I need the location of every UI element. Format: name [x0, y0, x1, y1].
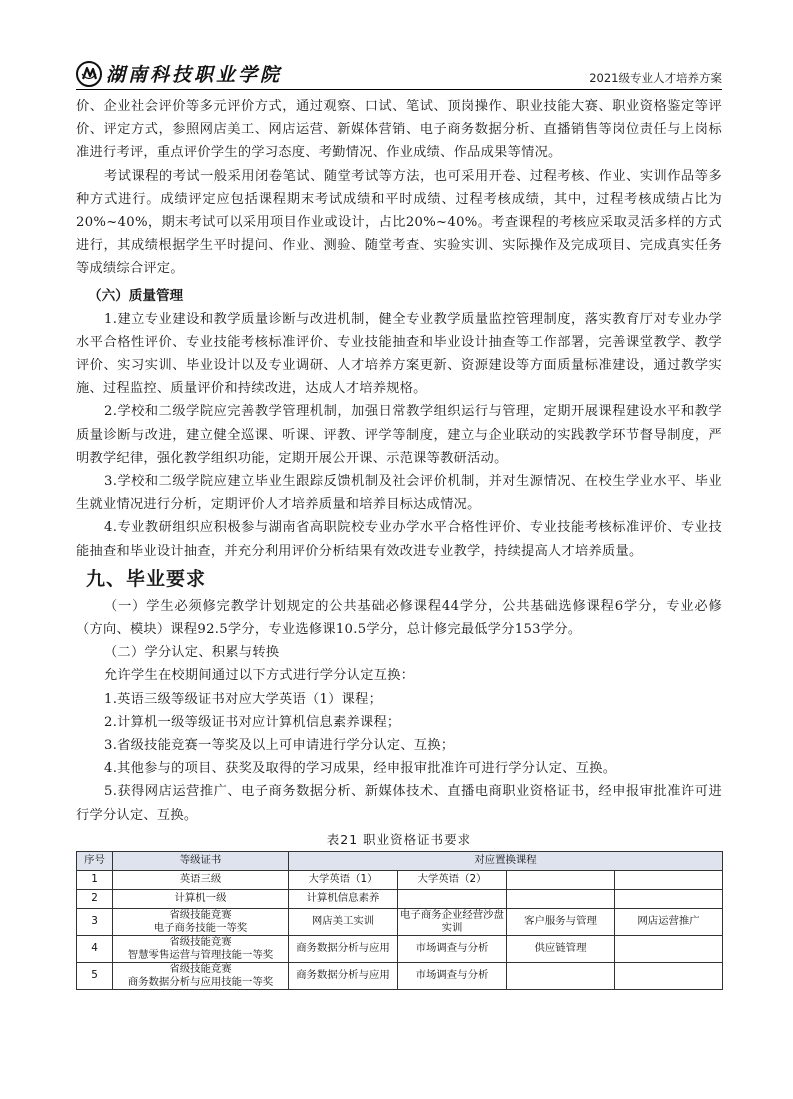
- table-cell: 客户服务与管理: [507, 908, 615, 935]
- school-emblem-icon: [76, 61, 102, 87]
- header-divider: [76, 89, 722, 90]
- list-item: 2.学校和二级学院应完善教学管理机制，加强日常教学组织运行与管理，定期开展课程建设水平和教学质量诊断与改进，建立健全巡课、听课、评教、评学等制度，建立与企业联动的实践教学环节督导制度，严明教学纪律，强化教学组织功能，定期开展公开课、示范课等教研活动。: [76, 404, 722, 466]
- list-item: 2.计算机一级等级证书对应计算机信息素养课程；: [104, 714, 401, 730]
- column-header: 等级证书: [113, 851, 289, 870]
- table-cell: [398, 889, 507, 908]
- table-cell: 供应链管理: [507, 935, 615, 962]
- column-header: 对应置换课程: [289, 851, 723, 870]
- table-cell: 商务数据分析与应用: [289, 962, 398, 989]
- column-header: 序号: [77, 851, 113, 870]
- section-heading-quality: （六）质量管理: [88, 287, 184, 304]
- paragraph: 考试课程的考试一般采用闭卷笔试、随堂考试等方法，也可采用开卷、过程考核、作业、实训作品等多种方式进行。成绩评定应包括课程期末考试成绩和平时成绩、过程考核成绩，其中，过程考核成绩占比为20%~40%，期末考试可以采用项目作业或设计，占比20%~40%。考查课程的考核应采取灵活多样的方式进行，其成绩根据学生平时提问、作业、测验、随堂考查、实验实训、实际操作及完成项目、完成真实任务等成绩综合评定。: [76, 168, 722, 277]
- table-cell: [507, 962, 615, 989]
- table-cell: [507, 889, 615, 908]
- table-cell: [507, 870, 615, 889]
- table-caption: 表21 职业资格证书要求: [326, 831, 472, 847]
- table-cell: 1: [77, 870, 113, 889]
- table-cell: 计算机一级: [113, 889, 289, 908]
- page-header: [76, 58, 722, 90]
- paragraph-credits: （一）学生必须修完教学计划规定的公共基础必修课程44学分，公共基础选修课程6学分，专业必修（方向、模块）课程92.5学分，专业选修课10.5学分，总计修完最低学分153学分。: [76, 598, 722, 638]
- list-item: 1.建立专业建设和教学质量诊断与改进机制，健全专业教学质量监控管理制度，落实教育厅对专业办学水平合格性评价、专业技能考核标准评价、专业技能抽查和毕业设计抽查等工作部署，完善课堂教学、教学评价、实习实训、毕业设计以及专业调研、人才培养方案更新、资源建设等方面质量标准建设，通过教学实施、过程监控、质量评价和持续改进，达成人才培养规格。: [76, 311, 722, 397]
- table-header-row: [77, 851, 723, 870]
- table-cell: [615, 935, 723, 962]
- table-cell: 4: [77, 935, 113, 962]
- paragraph: 价、企业社会评价等多元评价方式，通过观察、口试、笔试、顶岗操作、职业技能大赛、职业资格鉴定等评价、评定方式，参照网店美工、网店运营、新媒体营销、电子商务数据分析、直播销售等岗位责任与上岗标准进行考评，重点评价学生的学习态度、考勤情况、作业成绩、作品成果等情况。: [76, 99, 722, 161]
- school-logo: [76, 60, 282, 87]
- table-cell: 大学英语（1）: [289, 870, 398, 889]
- table-cell: 计算机信息素养: [289, 889, 398, 908]
- document-title: 2021级专业人才培养方案: [589, 71, 722, 85]
- subheading-credit-transfer: （二）学分认定、积累与转换: [104, 645, 280, 661]
- table-cell: [615, 962, 723, 989]
- table-row: [77, 908, 723, 935]
- table-cell: [615, 870, 723, 889]
- page-body: [76, 95, 722, 990]
- paragraph: 允许学生在校期间通过以下方式进行学分认定互换：: [104, 668, 415, 684]
- table-row: [77, 935, 723, 962]
- list-item: 3.学校和二级学院应建立毕业生跟踪反馈机制及社会评价机制，并对生源情况、在校生学业水平、毕业生就业情况进行分析，定期评价人才培养质量和培养目标达成情况。: [76, 474, 722, 513]
- table-cell: 电子商务企业经营沙盘实训: [398, 908, 507, 935]
- table-cell: 3: [77, 908, 113, 935]
- table-cell: [615, 889, 723, 908]
- table-cell: 市场调查与分析: [398, 935, 507, 962]
- table-row: [77, 870, 723, 889]
- table-cell: 省级技能竞赛 智慧零售运营与管理技能一等奖: [113, 935, 289, 962]
- school-name-logotype: 湖南科技职业学院: [106, 64, 283, 86]
- table-row: [77, 962, 723, 989]
- table-cell: 省级技能竞赛 电子商务技能一等奖: [113, 908, 289, 935]
- table-row: [77, 889, 723, 908]
- table-cell: 2: [77, 889, 113, 908]
- list-item: 4.其他参与的项目、获奖及取得的学习成果，经申报审批准许可进行学分认定、互换。: [104, 761, 617, 777]
- table-cell: 英语三级: [113, 870, 289, 889]
- list-item: 1.英语三级等级证书对应大学英语（1）课程；: [104, 691, 383, 707]
- list-item: 4.专业教研组织应积极参与湖南省高职院校专业办学水平合格性评价、专业技能考核标准评价、专业技能抽查和毕业设计抽查，并充分利用评价分析结果有效改进专业教学，持续提高人才培养质量。: [76, 520, 722, 559]
- table-cell: 网店美工实训: [289, 908, 398, 935]
- certificate-table: [76, 851, 723, 990]
- table-cell: 省级技能竞赛 商务数据分析与应用技能一等奖: [113, 962, 289, 989]
- table-cell: 市场调查与分析: [398, 962, 507, 989]
- table-cell: 5: [77, 962, 113, 989]
- section-title-graduation: 九、毕业要求: [86, 567, 207, 590]
- table-cell: 网店运营推广: [615, 908, 723, 935]
- list-item: 5.获得网店运营推广、电子商务数据分析、新媒体技术、直播电商职业资格证书，经申报审批准许可进行学分认定、互换。: [76, 784, 722, 823]
- list-item: 3.省级技能竞赛一等奖及以上可申请进行学分认定、互换；: [104, 738, 455, 754]
- table-cell: 商务数据分析与应用: [289, 935, 398, 962]
- table-cell: 大学英语（2）: [398, 870, 507, 889]
